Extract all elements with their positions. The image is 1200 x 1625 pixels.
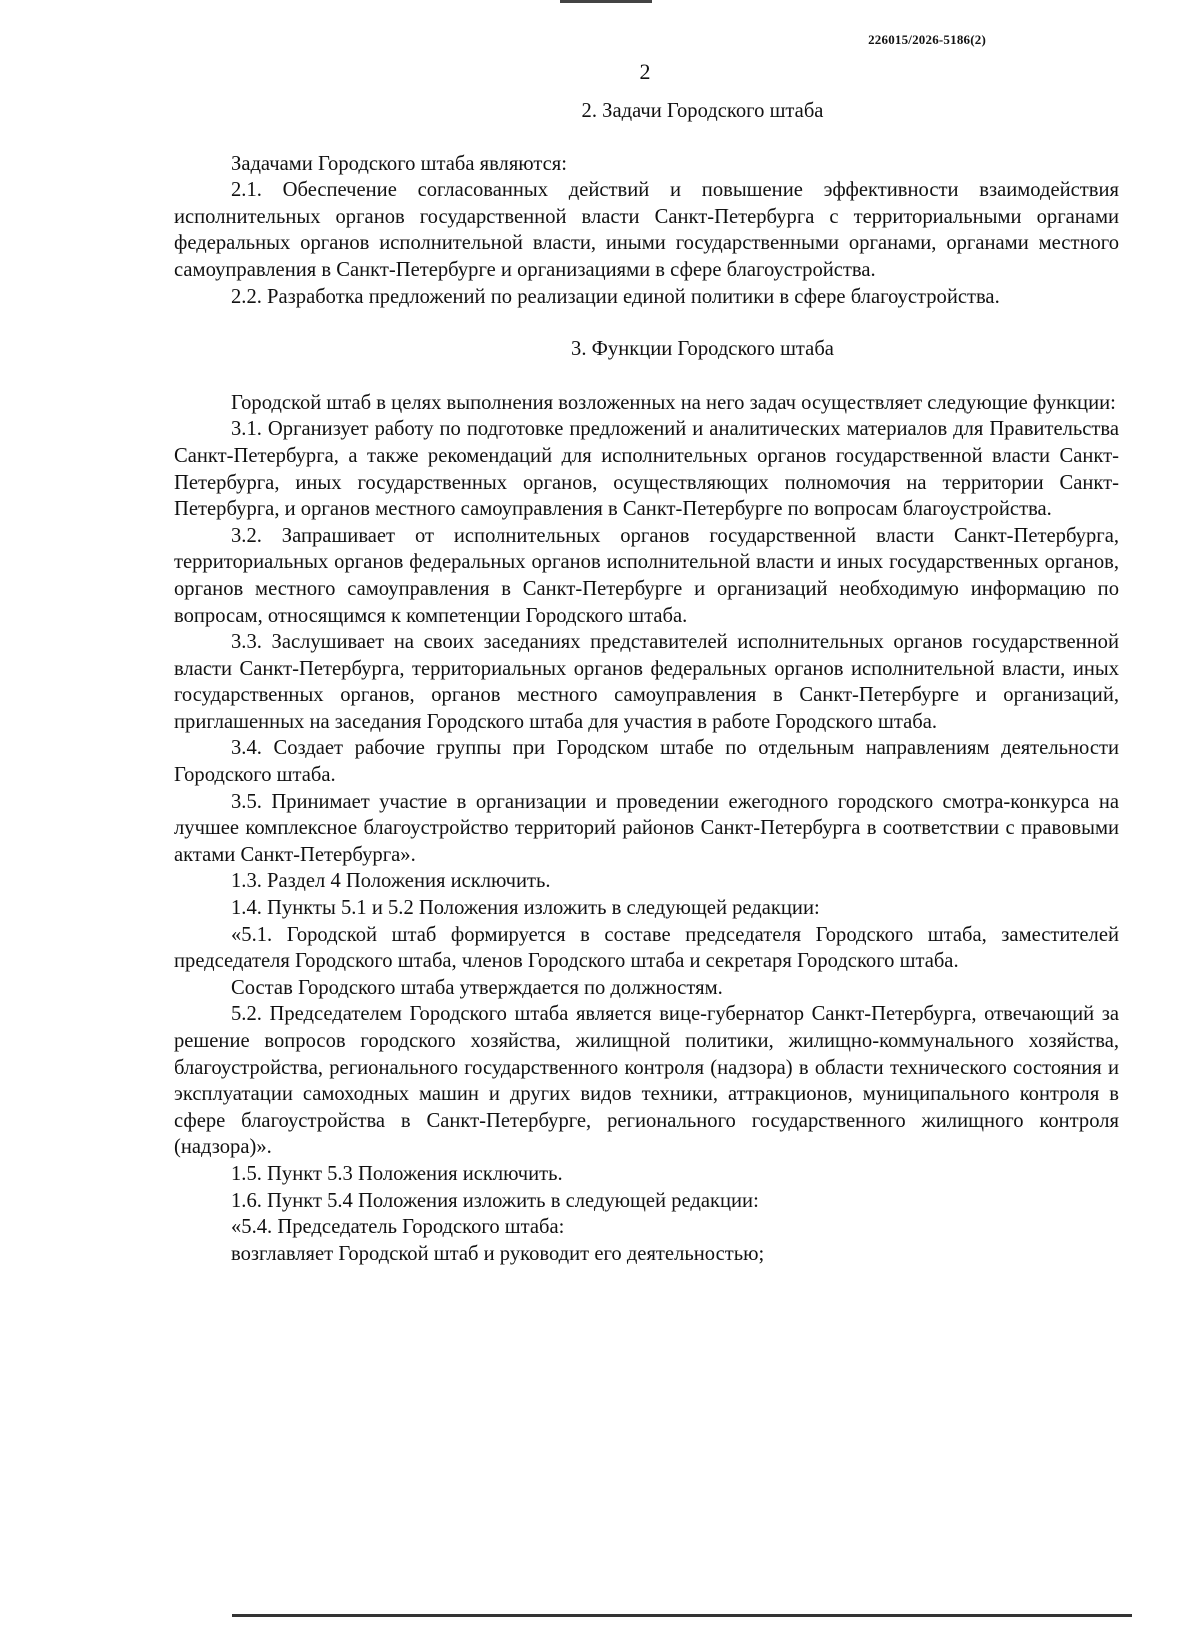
paragraph-2-1: 2.1. Обеспечение согласованных действий и повышение эффективности взаимодействия исполнительных органов государственной власти Санкт-Петербурга с территориальными органами федеральных органов исполнительной власти, иными государственными органами, органами местного самоуправления в Санкт-Петербурге и организациями в сфере благоустройства. xyxy=(174,179,1119,281)
document-body xyxy=(174,98,1119,1267)
paragraph-3-5: 3.5. Принимает участие в организации и проведении ежегодного городского смотра-конкурса на лучшее комплексное благоустройство территорий районов Санкт-Петербурга в соответствии с правовыми актами Санкт-Петербурга». xyxy=(174,790,1119,866)
amendment-1-4: 1.4. Пункты 5.1 и 5.2 Положения изложить в следующей редакции: xyxy=(231,897,820,920)
paragraph-3-4: 3.4. Создает рабочие группы при Городском штабе по отдельным направлениям деятельности Городского штаба. xyxy=(174,737,1119,787)
amendment-1-3: 1.3. Раздел 4 Положения исключить. xyxy=(231,870,551,893)
paragraph-5-4: «5.4. Председатель Городского штаба: xyxy=(231,1216,565,1239)
page-number: 2 xyxy=(639,59,651,84)
paragraph-3-3: 3.3. Заслушивает на своих заседаниях представителей исполнительных органов государственной власти Санкт-Петербурга, территориальных органов федеральных органов исполнительной власти, иных государственных органов, органов местного самоуправления в Санкт-Петербурге и организаций, приглашенных на заседания Городского штаба для участия в работе Городского штаба. xyxy=(174,631,1119,733)
section-2-title: 2. Задачи Городского штаба xyxy=(581,100,824,122)
paragraph-3-1: 3.1. Организует работу по подготовке предложений и аналитических материалов для Правительства Санкт-Петербурга, а также рекомендаций для исполнительных органов государственной власти Санкт-Петербурга, иных государственных органов, осуществляющих полномочия на территории Санкт-Петербурга, и органов местного самоуправления в Санкт-Петербурге по вопросам благоустройства. xyxy=(174,418,1119,521)
top-scan-mark xyxy=(560,0,652,3)
paragraph-5-1: «5.1. Городской штаб формируется в составе председателя Городского штаба, заместителей председателя Городского штаба, членов Городского штаба и секретаря Городского штаба. xyxy=(174,923,1119,973)
paragraph-3-2: 3.2. Запрашивает от исполнительных органов государственной власти Санкт-Петербурга, территориальных органов федеральных органов исполнительной власти и иных государственных органов, органов местного самоуправления в Санкт-Петербурге и организаций необходимую информацию по вопросам, относящимся к компетенции Городского штаба. xyxy=(174,524,1119,627)
amendment-1-6: 1.6. Пункт 5.4 Положения изложить в следующей редакции: xyxy=(231,1189,759,1212)
composition-note: Состав Городского штаба утверждается по должностям. xyxy=(231,976,723,999)
section-2-intro: Задачами Городского штаба являются: xyxy=(231,152,567,175)
bottom-scan-edge xyxy=(232,1614,1132,1617)
section-3-intro: Городской штаб в целях выполнения возложенных на него задач осуществляет следующие функции: xyxy=(231,391,1116,414)
amendment-1-5: 1.5. Пункт 5.3 Положения исключить. xyxy=(231,1162,563,1185)
document-registration-number: 226015/2026-5186(2) xyxy=(868,32,986,47)
paragraph-5-2: 5.2. Председателем Городского штаба является вице-губернатор Санкт-Петербурга, отвечающий за решение вопросов городского хозяйства, жилищной политики, жилищно-коммунального хозяйства, благоустройства, регионального государственного контроля (надзора) в области технического состояния и эксплуатации самоходных машин и других видов техники, аттракционов, муниципального контроля в сфере благоустройства в Санкт-Петербурге, регионального государственного жилищного контроля (надзора)». xyxy=(174,1003,1119,1159)
paragraph-5-4-item: возглавляет Городской штаб и руководит его деятельностью; xyxy=(231,1242,765,1265)
section-3-title: 3. Функции Городского штаба xyxy=(571,338,834,361)
paragraph-2-2: 2.2. Разработка предложений по реализации единой политики в сфере благоустройства. xyxy=(231,285,1000,308)
